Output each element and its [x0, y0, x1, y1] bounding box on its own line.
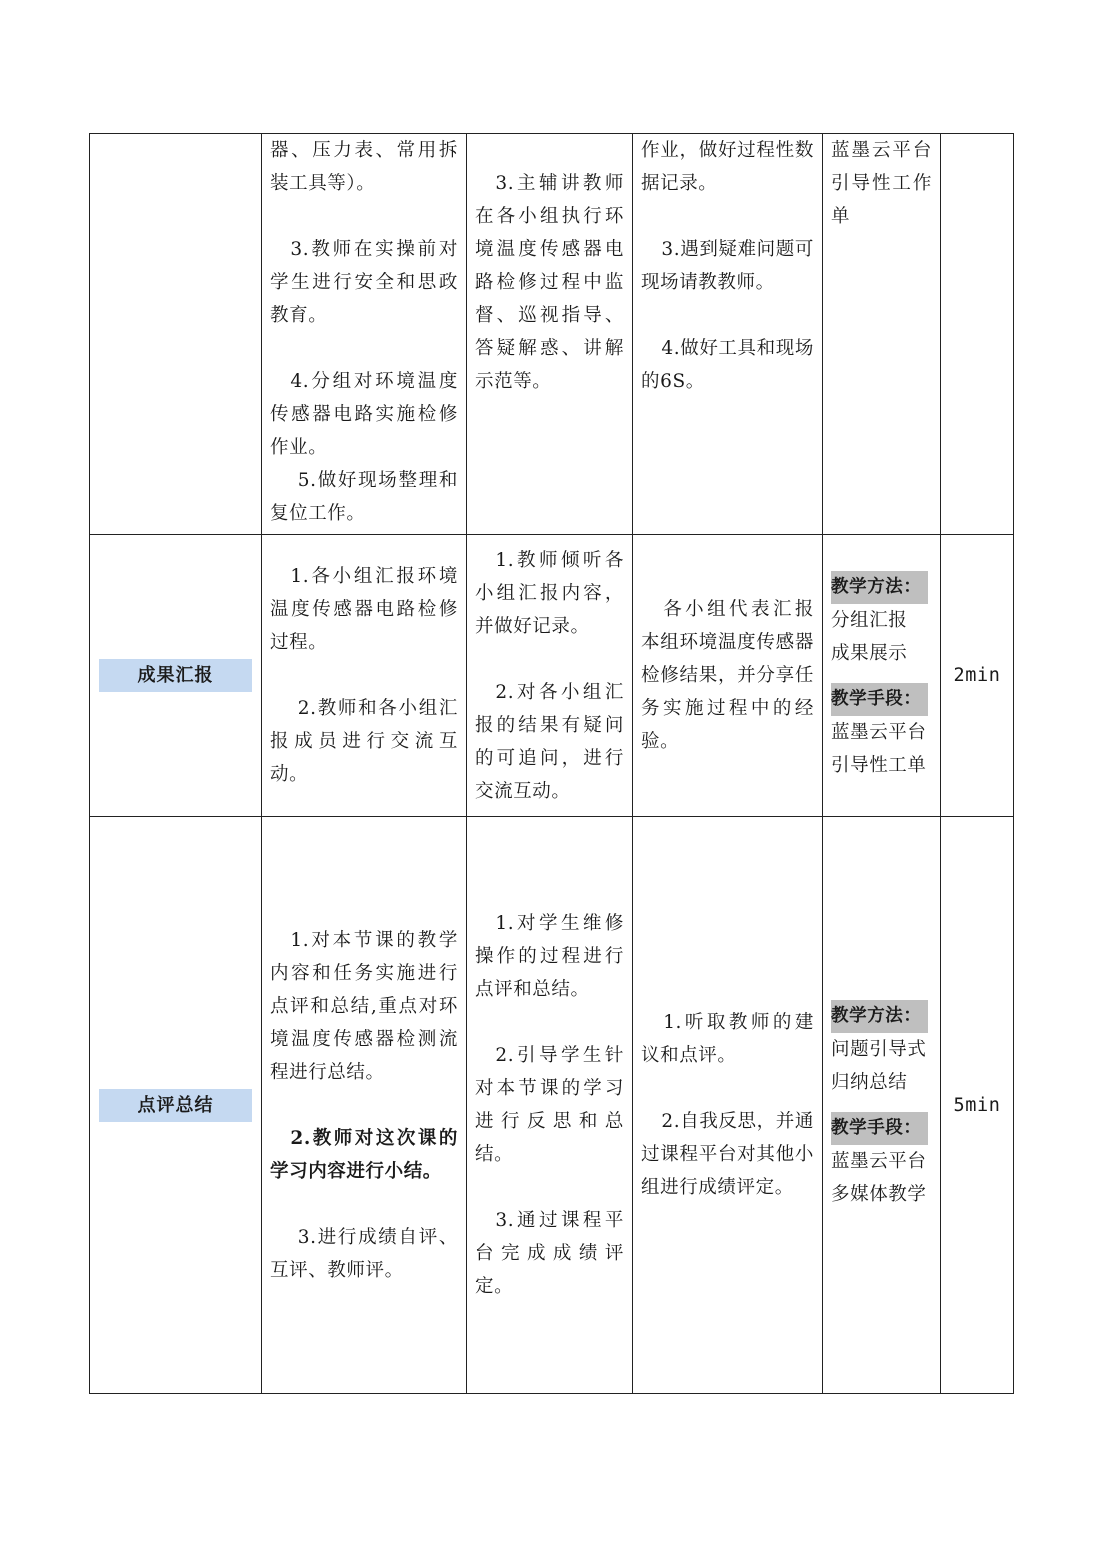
content-paragraph: 5.做好现场整理和复位工作。 [270, 470, 458, 524]
stage-label: 点评总结 [99, 1089, 252, 1122]
means-line: 引导性工单 [831, 754, 927, 776]
method-line: 归纳总结 [831, 1072, 908, 1093]
content-paragraph: 2.教师和各小组汇报成员进行交流互动。 [270, 698, 458, 785]
method-cell [823, 535, 941, 817]
time-cell: 5min [941, 817, 1014, 1394]
student-paragraph: 各小组代表汇报本组环境温度传感器检修结果，并分享任务实施过程中的经验。 [641, 599, 814, 752]
table-row [90, 134, 1014, 535]
method-line: 成果展示 [831, 642, 908, 664]
student-paragraph: 1.听取教师的建议和点评。 [641, 1012, 814, 1066]
teacher-activity-cell [467, 817, 633, 1394]
student-paragraph: 作业，做好过程性数据记录。 [641, 140, 814, 194]
teacher-paragraph: 1.对学生维修操作的过程进行点评和总结。 [475, 913, 624, 1000]
means-line: 蓝墨云平台 [831, 721, 927, 743]
means-label: 教学手段： [831, 1112, 928, 1145]
table-row [90, 817, 1014, 1394]
content-paragraph: 1.各小组汇报环境温度传感器电路检修过程。 [270, 566, 458, 653]
method-line: 问题引导式 [831, 1039, 927, 1060]
content-cell [262, 535, 467, 817]
method-cell [823, 817, 941, 1394]
table-row [90, 535, 1014, 817]
content-cell [262, 134, 467, 535]
stage-label: 成果汇报 [99, 659, 252, 692]
content-paragraph: 1.对本节课的教学内容和任务实施进行点评和总结,重点对环境温度传感器检测流程进行总结。 [270, 929, 458, 1083]
content-paragraph: 器、压力表、常用拆装工具等）。 [270, 140, 458, 194]
time-cell: 2min [941, 535, 1014, 817]
content-paragraph: 3.进行成绩自评、互评、教师评。 [270, 1226, 458, 1281]
student-activity-cell [633, 817, 823, 1394]
lesson-plan-table [89, 133, 1014, 1394]
teacher-paragraph: 2.引导学生针对本节课的学习进行反思和总结。 [475, 1045, 624, 1165]
time-cell [941, 134, 1014, 535]
content-paragraph: 2.教师对这次课的学习内容进行小结。 [270, 1127, 458, 1182]
means-line: 多媒体教学 [831, 1184, 927, 1205]
means-line: 蓝墨云平台 [831, 1151, 927, 1172]
content-paragraph: 4.分组对环境温度传感器电路实施检修作业。 [270, 371, 458, 458]
method-label: 教学方法： [831, 1000, 928, 1033]
teacher-activity-cell [467, 535, 633, 817]
teacher-paragraph: 1.教师倾听各小组汇报内容，并做好记录。 [475, 549, 624, 637]
student-paragraph: 2.自我反思，并通过课程平台对其他小组进行成绩评定。 [641, 1111, 814, 1198]
student-activity-cell [633, 535, 823, 817]
method-text: 蓝墨云平台引导性工作单 [831, 140, 932, 227]
method-label: 教学方法： [831, 571, 928, 604]
content-cell [262, 817, 467, 1394]
stage-cell [90, 134, 262, 535]
student-paragraph: 4.做好工具和现场的6S。 [641, 338, 814, 392]
student-paragraph: 3.遇到疑难问题可现场请教教师。 [641, 239, 814, 293]
teacher-paragraph: 3.主辅讲教师在各小组执行环境温度传感器电路检修过程中监督、巡视指导、答疑解惑、讲解示范等。 [475, 173, 624, 392]
teacher-paragraph: 2.对各小组汇报的结果有疑问的可追问，进行交流互动。 [475, 681, 624, 802]
stage-cell [90, 817, 262, 1394]
method-cell [823, 134, 941, 535]
content-paragraph: 3.教师在实操前对学生进行安全和思政教育。 [270, 239, 458, 326]
stage-cell [90, 535, 262, 817]
teacher-activity-cell [467, 134, 633, 535]
student-activity-cell [633, 134, 823, 535]
means-label: 教学手段： [831, 683, 928, 716]
teacher-paragraph: 3.通过课程平台完成成绩评定。 [475, 1210, 624, 1297]
method-line: 分组汇报 [831, 609, 908, 631]
